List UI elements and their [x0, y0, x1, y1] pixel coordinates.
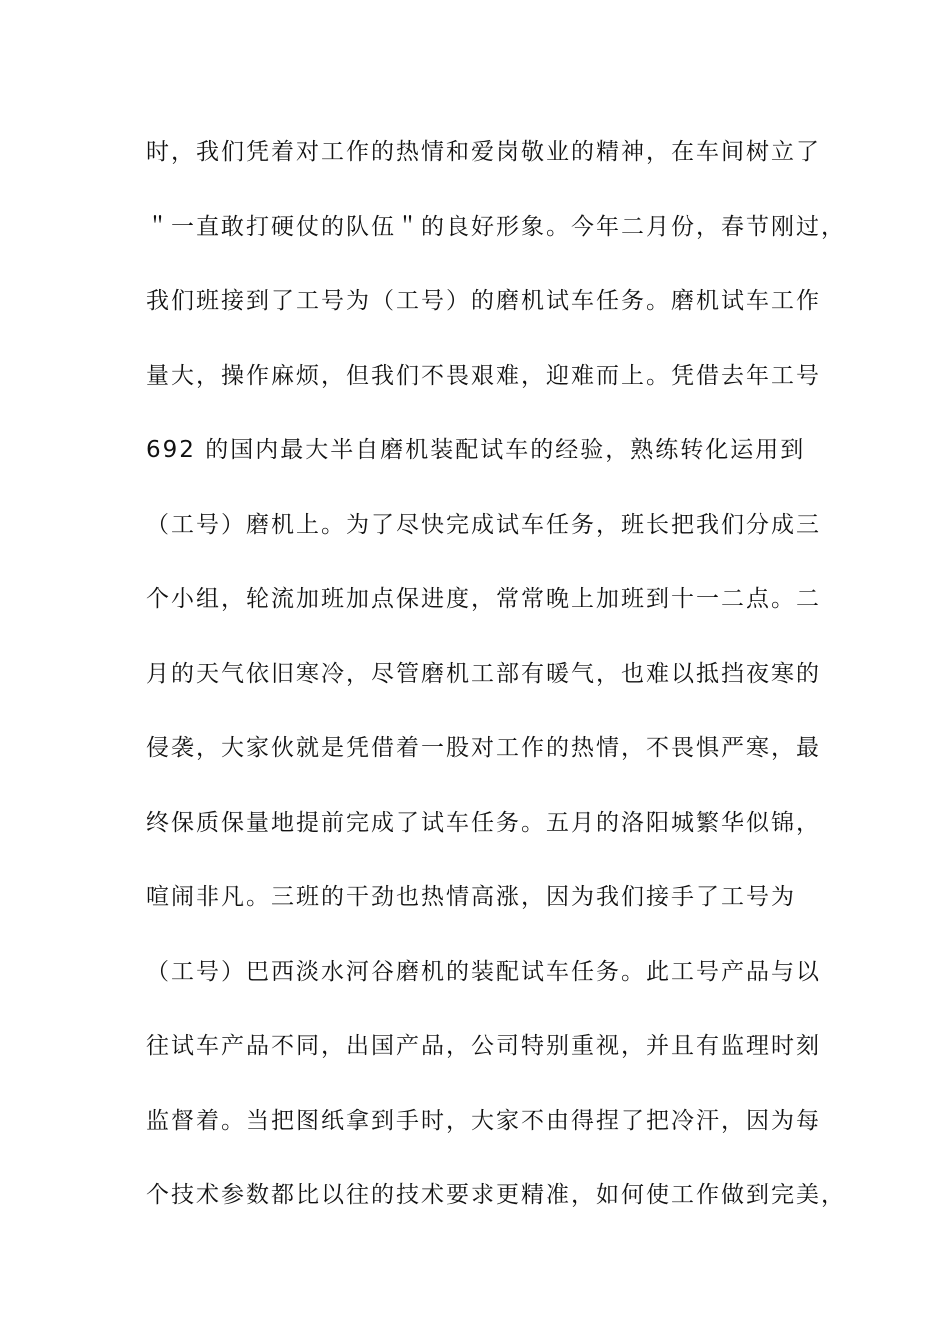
- text-line-11: 喧闹非凡。三班的干劲也热情高涨，因为我们接手了工号为: [146, 884, 796, 910]
- text-line-12: （工号）巴西淡水河谷磨机的装配试车任务。此工号产品与以: [146, 959, 821, 985]
- text-line-14: 监督着。当把图纸拿到手时，大家不由得捏了把冷汗，因为每: [146, 1108, 821, 1134]
- text-line-7: 个小组，轮流加班加点保进度，常常晚上加班到十一二点。二: [146, 586, 821, 612]
- text-line-3: 我们班接到了工号为（工号）的磨机试车任务。磨机试车工作: [146, 288, 821, 314]
- text-line-8: 月的天气依旧寒冷，尽管磨机工部有暖气，也难以抵挡夜寒的: [146, 661, 821, 687]
- text-line-2: ＂一直敢打硬仗的队伍＂的良好形象。今年二月份，春节刚过，: [146, 214, 846, 240]
- text-line-5: 692 的国内最大半自磨机装配试车的经验，熟练转化运用到: [146, 437, 806, 463]
- text-line-9: 侵袭，大家伙就是凭借着一股对工作的热情，不畏惧严寒，最: [146, 735, 821, 761]
- text-line-4: 量大，操作麻烦，但我们不畏艰难，迎难而上。凭借去年工号: [146, 363, 821, 389]
- text-line-13: 往试车产品不同，出国产品，公司特别重视，并且有监理时刻: [146, 1033, 821, 1059]
- text-line-10: 终保质保量地提前完成了试车任务。五月的洛阳城繁华似锦，: [146, 810, 821, 836]
- text-line-15: 个技术参数都比以往的技术要求更精准，如何使工作做到完美，: [146, 1182, 846, 1208]
- text-line-1: 时，我们凭着对工作的热情和爱岗敬业的精神，在车间树立了: [146, 139, 821, 165]
- text-line-6: （工号）磨机上。为了尽快完成试车任务，班长把我们分成三: [146, 512, 821, 538]
